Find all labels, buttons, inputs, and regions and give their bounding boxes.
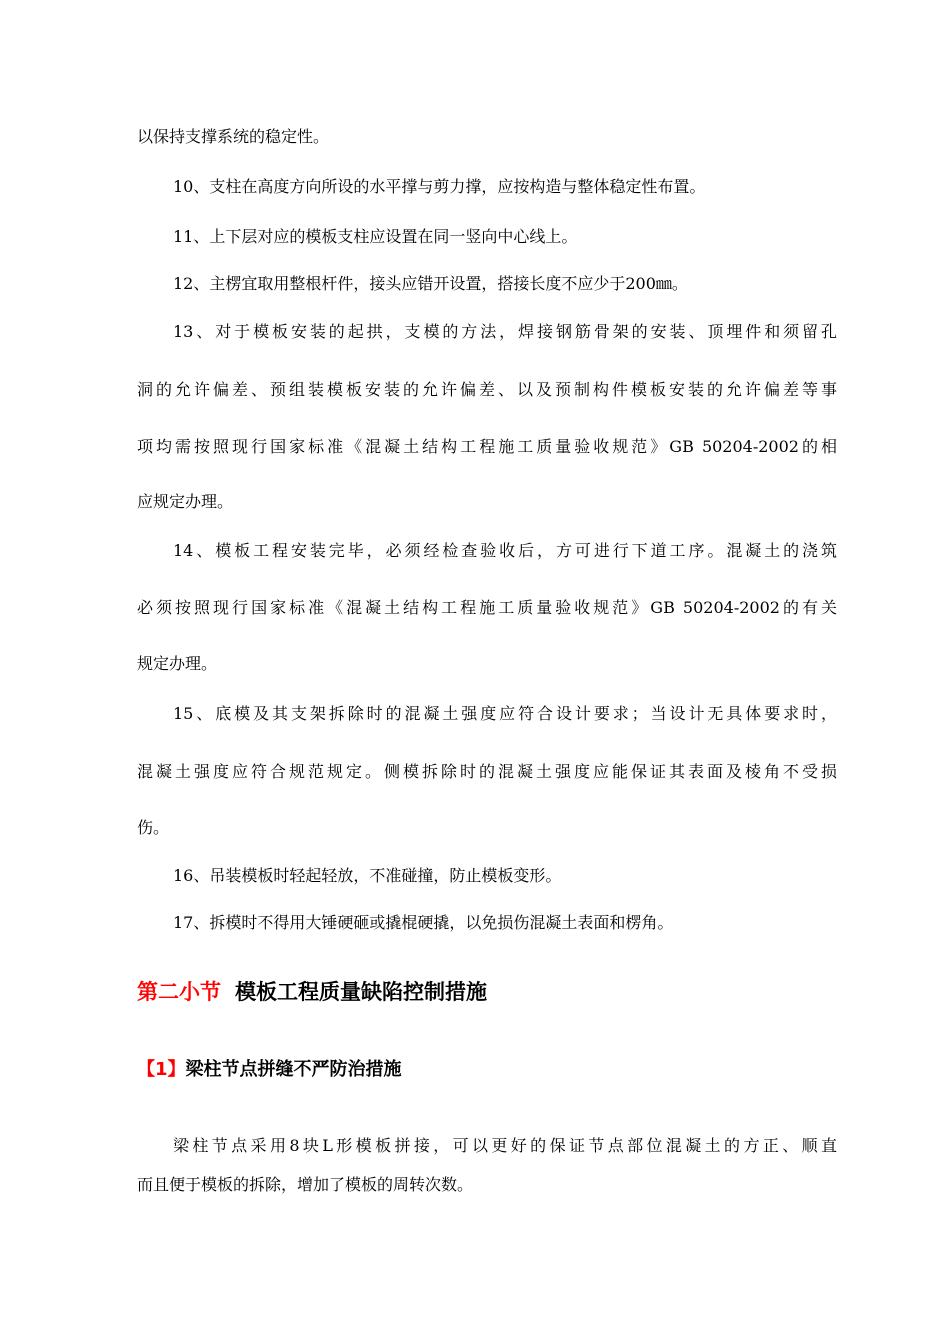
paragraph-10: 10、支柱在高度方向所设的水平撑与剪力撑，应按构造与整体稳定性布置。 bbox=[173, 177, 706, 196]
paragraph-13-line-4: 应规定办理。 bbox=[137, 492, 234, 511]
paragraph-14-line-3: 规定办理。 bbox=[137, 654, 218, 673]
body-paragraph-line-2: 而且便于模板的拆除，增加了模板的周转次数。 bbox=[137, 1175, 474, 1194]
paragraph-13-line-3: 项均需按照现行国家标准《混凝土结构工程施工质量验收规范》GB 50204-2002的相 bbox=[137, 437, 837, 456]
subsection-number: 【1】 bbox=[137, 1059, 186, 1080]
section-title: 模板工程质量缺陷控制措施 bbox=[235, 980, 487, 1004]
paragraph-14-line-2: 必须按照现行国家标准《混凝土结构工程施工质量验收规范》GB 50204-2002的有关 bbox=[137, 598, 837, 617]
section-heading bbox=[137, 977, 487, 1007]
paragraph-9-tail: 以保持支撑系统的稳定性。 bbox=[137, 127, 330, 146]
paragraph-15-line-3: 伤。 bbox=[137, 818, 170, 837]
paragraph-15-line-1: 15、底模及其支架拆除时的混凝土强度应符合设计要求；当设计无具体要求时， bbox=[173, 704, 837, 723]
paragraph-16: 16、吊装模板时轻起轻放，不准碰撞，防止模板变形。 bbox=[173, 866, 562, 885]
paragraph-13-line-1: 13、对于模板安装的起拱，支模的方法，焊接钢筋骨架的安装、顶埋件和须留孔 bbox=[173, 322, 837, 341]
paragraph-13-line-2: 洞的允许偏差、预组装模板安装的允许偏差、以及预制构件模板安装的允许偏差等事 bbox=[137, 380, 837, 399]
paragraph-11: 11、上下层对应的模板支柱应设置在同一竖向中心线上。 bbox=[173, 227, 578, 246]
body-paragraph-line-1: 梁柱节点采用8块L形模板拼接，可以更好的保证节点部位混凝土的方正、顺直 bbox=[173, 1136, 837, 1155]
paragraph-17: 17、拆模时不得用大锤硬砸或撬棍硬撬，以免损伤混凝土表面和楞角。 bbox=[173, 913, 674, 932]
paragraph-14-line-1: 14、模板工程安装完毕，必须经检查验收后，方可进行下道工序。混凝土的浇筑 bbox=[173, 541, 837, 560]
paragraph-12: 12、主楞宜取用整根杆件，接头应错开设置，搭接长度不应少于200㎜。 bbox=[173, 274, 688, 293]
subsection-heading bbox=[137, 1057, 402, 1083]
paragraph-15-line-2: 混凝土强度应符合规范规定。侧模拆除时的混凝土强度应能保证其表面及棱角不受损 bbox=[137, 762, 837, 781]
section-number: 第二小节 bbox=[137, 980, 221, 1004]
subsection-title: 梁柱节点拼缝不严防治措施 bbox=[185, 1059, 402, 1080]
